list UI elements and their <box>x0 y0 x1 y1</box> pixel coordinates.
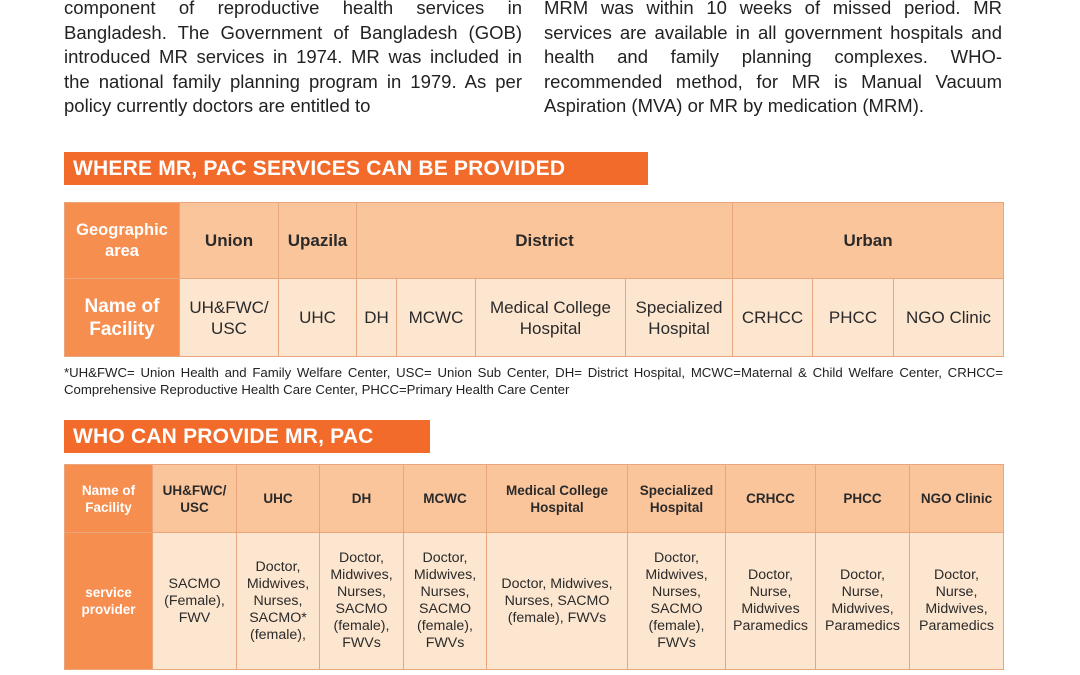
facility-cell: NGO Clinic <box>894 279 1004 357</box>
facility-cell: PHCC <box>813 279 894 357</box>
facility-header: UH&FWC/ USC <box>153 465 237 533</box>
intro-right-column: MRM was within 10 weeks of missed period. MR services are available in all government hospitals and health and family planning complexes. WHO-recommended method, for MR is Manual Vacuum Aspiration (MVA) or MR by medication (MRM). <box>544 0 1002 116</box>
provider-cell: Doctor, Midwives, Nurses, SACMO* (female), <box>237 533 320 670</box>
facility-header: Specialized Hospital <box>628 465 726 533</box>
geographic-area-header: Geographic area <box>65 203 180 279</box>
facility-cell: Medical College Hospital <box>476 279 626 357</box>
provider-cell: Doctor, Midwives, Nurses, SACMO (female), FWVs <box>320 533 404 670</box>
area-district: District <box>357 203 733 279</box>
area-upazila: Upazila <box>279 203 357 279</box>
provider-cell: Doctor, Midwives, Nurses, SACMO (female), FWVs <box>404 533 487 670</box>
intro-text <box>64 0 1002 119</box>
provider-cell: Doctor, Midwives, Nurses, SACMO (female), FWVs <box>628 533 726 670</box>
service-provider-header: service provider <box>65 533 153 670</box>
facility-header: UHC <box>237 465 320 533</box>
area-urban: Urban <box>733 203 1004 279</box>
facility-cell: Specialized Hospital <box>626 279 733 357</box>
provider-cell: Doctor, Nurse, Midwives, Paramedics <box>910 533 1004 670</box>
who-provides-table <box>64 464 1004 670</box>
facility-cell: MCWC <box>397 279 476 357</box>
intro-left-column: component of reproductive health services in Bangladesh. The Government of Bangladesh (GOB) introduced MR services in 1974. MR was included in the national family planning program in 1979. As per policy currently doctors are entitled to <box>64 0 522 116</box>
facility-cell: CRHCC <box>733 279 813 357</box>
area-union: Union <box>180 203 279 279</box>
abbreviation-footnote: *UH&FWC= Union Health and Family Welfare Center, USC= Union Sub Center, DH= District Hospital, MCWC=Maternal & Child Welfare Center, CRHCC= Comprehensive Reproductive Health Care Center, PHCC=Primary Health Care Center <box>64 365 1003 397</box>
provider-cell: Doctor, Midwives, Nurses, SACMO (female), FWVs <box>487 533 628 670</box>
where-services-table <box>64 202 1004 357</box>
facility-name-header: Name of Facility <box>65 279 180 357</box>
provider-cell: Doctor, Nurse, Midwives Paramedics <box>726 533 816 670</box>
facility-name-header: Name of Facility <box>65 465 153 533</box>
provider-cell: SACMO (Female), FWV <box>153 533 237 670</box>
facility-cell: DH <box>357 279 397 357</box>
facility-cell: UHC <box>279 279 357 357</box>
facility-cell: UH&FWC/ USC <box>180 279 279 357</box>
facility-header: Medical College Hospital <box>487 465 628 533</box>
facility-header: PHCC <box>816 465 910 533</box>
provider-cell: Doctor, Nurse, Midwives, Paramedics <box>816 533 910 670</box>
section-title-who: WHO CAN PROVIDE MR, PAC <box>64 420 430 453</box>
facility-header: MCWC <box>404 465 487 533</box>
section-title-where: WHERE MR, PAC SERVICES CAN BE PROVIDED <box>64 152 648 185</box>
facility-header: DH <box>320 465 404 533</box>
facility-header: CRHCC <box>726 465 816 533</box>
facility-header: NGO Clinic <box>910 465 1004 533</box>
